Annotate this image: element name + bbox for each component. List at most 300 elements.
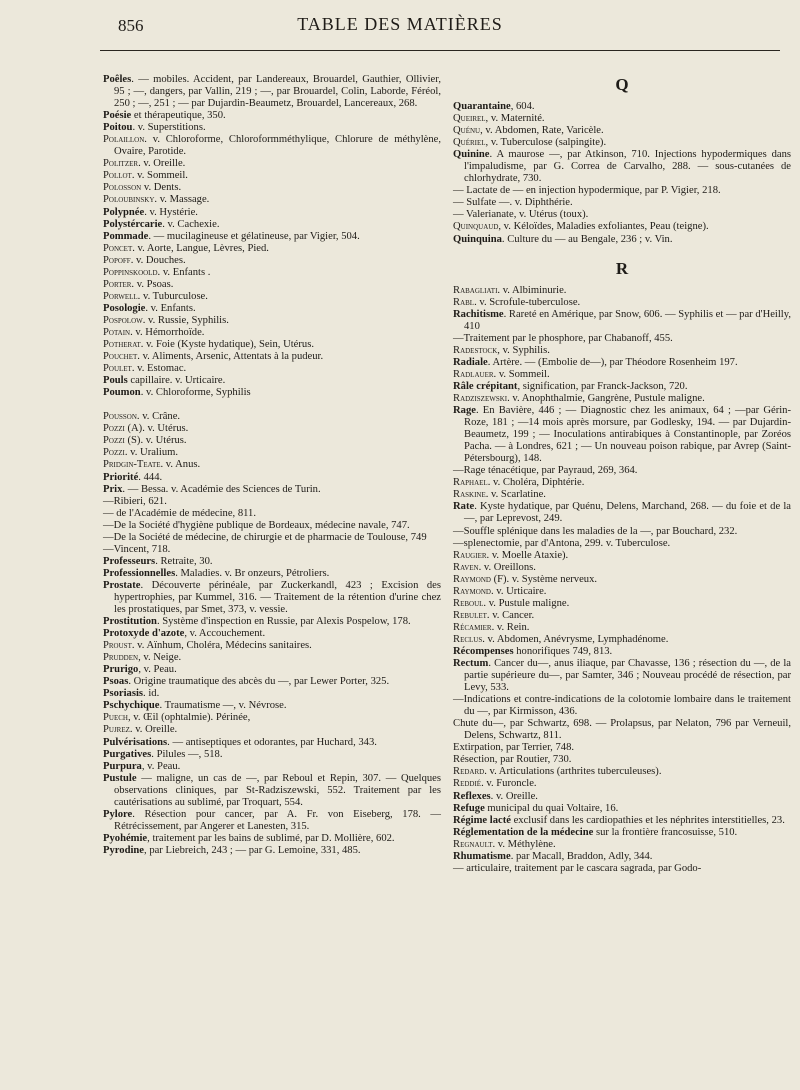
entry-text: . v. Estomac. — [131, 363, 187, 375]
entry-text: . v. Scarlatine. — [485, 489, 546, 501]
index-entry — [453, 357, 791, 369]
entry-text: exclusif dans les cardiopathies et les néphrites interstitielles, 23. — [510, 814, 785, 826]
index-entry — [453, 209, 791, 221]
entry-headword: Pozzi — [103, 435, 125, 447]
index-entry — [453, 610, 791, 622]
index-entry — [103, 724, 441, 736]
index-entry — [453, 803, 791, 815]
index-entry — [103, 845, 441, 857]
entry-text: —De la Société de médecine, de chirurgie et de pharmacie de Toulouse, 749 — [103, 531, 427, 543]
index-entry — [453, 658, 791, 694]
entry-headword: Prostitution — [103, 616, 157, 628]
entry-headword: Politzer — [103, 158, 139, 170]
entry-text: . v. Oreillons. — [478, 561, 536, 573]
entry-headword: Pyrodine — [103, 844, 145, 856]
entry-headword: Porter — [103, 278, 132, 290]
index-entry — [103, 303, 441, 315]
entry-text: . Origine traumatique des abcès du —, par Lewer Porter, 325. — [128, 676, 390, 688]
entry-text: . v. Chloroforme, Chloroformméthylique, Chlorure de méthylène, Ovaire, Parotide. — [114, 134, 441, 158]
entry-text: —Rage ténacétique, par Payraud, 269, 364. — [453, 465, 638, 477]
entry-text: —Indications et contre-indications de la colotomie lombaire dans le traitement du —, par Kirmisson, 436. — [453, 694, 791, 718]
entry-headword: Quinquaud — [453, 221, 499, 233]
index-entry — [103, 387, 441, 399]
entry-text: . Maladies. v. Br onzeurs, Pétroliers. — [175, 567, 330, 579]
entry-headword: Radiale — [453, 356, 488, 368]
index-entry — [453, 754, 791, 766]
entry-headword: Pridgin-Teate — [103, 459, 161, 471]
entry-headword: Radlauer — [453, 368, 494, 380]
entry-text: . Découverte périnéale, par Zuckerkandl, 423 ; Excision des hypertrophies, par Kummel, 316. — Traitement de la rétention d'urine chez les prostatiques, par Smet, 373, v. vessie. — [114, 579, 441, 616]
entry-headword: Purgatives — [103, 748, 152, 760]
left-column — [103, 74, 441, 857]
entry-text: . v. Choléra, Diphtérie. — [487, 477, 585, 489]
index-entry — [453, 345, 791, 357]
entry-text: . v. Tuburculose. — [137, 290, 208, 302]
index-entry — [103, 459, 441, 471]
entry-text: , v. Syphilis. — [497, 344, 550, 356]
entry-text: , v. Maternité. — [485, 113, 545, 125]
entry-text: , traitement par les bains de sublimé, par D. Mollière, 602. — [147, 832, 395, 844]
entry-headword: Proust — [103, 640, 132, 652]
entry-text: . — mobiles. Accident, par Landereaux, Brouardel, Gauthier, Ollivier, 95 ; —, dangers, par Vallin, 219 ; —, par Brouardel, Colin, Laborde, Féréol, 250 ; —, 251 ; — par Dujardin-Beaumetz, Brouardel, Lancereaux, 268. — [114, 74, 441, 110]
entry-text: . v. Scrofule-tuberculose. — [474, 296, 581, 308]
entry-text: —Vincent, 718. — [103, 543, 171, 555]
index-entry — [103, 231, 441, 243]
entry-text: — Valerianate, v. Utérus (toux). — [453, 209, 589, 221]
entry-text: . v. Aïnhum, Choléra, Médecins sanitaires. — [131, 640, 312, 652]
header-rule — [100, 50, 780, 51]
entry-text: . v. Uralium. — [124, 447, 178, 459]
entry-headword: Pousson — [103, 411, 137, 423]
index-entry — [103, 339, 441, 351]
index-entry — [103, 773, 441, 809]
index-entry — [453, 851, 791, 863]
index-entry — [103, 496, 441, 508]
entry-text: . v. Rein. — [491, 621, 530, 633]
entry-text: . — Bessa. v. Académie des Sciences de Turin. — [122, 483, 321, 495]
entry-text: . v. Cancer. — [486, 609, 535, 621]
index-entry — [453, 718, 791, 742]
entry-headword: Potain — [103, 326, 131, 338]
entry-headword: Puech — [103, 712, 128, 724]
entry-text: . En Bavière, 446 ; — Diagnostic chez les animaux, 64 ; —par Gérin-Roze, 181 ; —14 mois après morsure, par Godlesky, 194. — par Dujardin-Beaumetz, 199 ; — Inoculations antirabiques à Constantinople, par Zoréos Pacha. — à Londres, 621 ; — Un nouveau poison rabique, par Avrep (Saint-Pétersbourg), 148. — [464, 405, 791, 465]
index-entry — [103, 568, 441, 580]
entry-text: . v. Oreille. — [138, 158, 186, 170]
entry-text: capillaire. v. Urticaire. — [127, 375, 226, 387]
entry-text: . v. Oreille. — [490, 790, 538, 802]
index-entry — [453, 369, 791, 381]
entry-headword: Reddié — [453, 778, 482, 790]
entry-text: —Souffle splénique dans les maladies de la —, par Bouchard, 232. — [453, 525, 738, 537]
entry-headword: Polosson — [103, 182, 142, 194]
index-entry — [103, 484, 441, 496]
index-entry — [453, 622, 791, 634]
entry-text: , v. Kéloïdes, Maladies exfoliantes, Peau (teigne). — [498, 221, 709, 233]
entry-text: Extirpation, par Terrier, 748. — [453, 742, 575, 754]
index-entry — [103, 158, 441, 170]
index-entry — [453, 197, 791, 209]
index-entry — [453, 465, 791, 477]
index-entry — [103, 508, 441, 520]
index-entry — [103, 351, 441, 363]
entry-headword: Poppinskoold — [103, 266, 158, 278]
entry-headword: Pujrez — [103, 724, 130, 736]
index-entry — [103, 207, 441, 219]
index-entry — [453, 285, 791, 297]
entry-headword: Raskine — [453, 489, 486, 501]
entry-text: , v. Peau. — [141, 760, 181, 772]
index-entry — [103, 315, 441, 327]
index-entry — [453, 827, 791, 839]
entry-headword: Poumon — [103, 387, 141, 399]
column-spacer — [103, 399, 441, 411]
index-entry — [103, 761, 441, 773]
entry-headword: Posologie — [103, 302, 146, 314]
entry-text: — Lactate de — en injection hypodermique, par P. Vigier, 218. — [453, 185, 721, 197]
index-entry — [103, 544, 441, 556]
index-entry — [453, 149, 791, 185]
page-header — [0, 10, 800, 40]
section-letter: R — [615, 258, 629, 278]
entry-text: , v. Neige. — [138, 652, 182, 664]
index-entry — [453, 839, 791, 851]
index-entry — [453, 405, 791, 465]
index-entry — [103, 219, 441, 231]
entry-headword: Professionnelles — [103, 567, 176, 579]
entry-text: — de l'Académie de médecine, 811. — [103, 507, 257, 519]
index-entry — [453, 501, 791, 525]
index-entry — [103, 363, 441, 375]
index-entry — [453, 221, 791, 233]
entry-text: —Traitement par le phosphore, par Chabanoff, 455. — [453, 332, 673, 344]
index-entry — [103, 74, 441, 110]
index-entry — [103, 411, 441, 423]
entry-headword: Poésie — [103, 110, 132, 122]
entry-headword: Raphael — [453, 477, 488, 489]
entry-headword: Rectum — [453, 658, 489, 670]
entry-text: —De la Société d'hygiène publique de Bordeaux, médecine navale, 747. — [103, 519, 410, 531]
entry-headword: Pylore — [103, 808, 133, 820]
entry-text: . v. Chloroforme, Syphilis — [140, 387, 251, 399]
index-entry — [453, 766, 791, 778]
entry-text: v. Dents. — [141, 182, 182, 194]
entry-text: sur la frontière francosuisse, 510. — [593, 826, 738, 838]
entry-headword: Pozzi — [103, 423, 125, 435]
entry-text: . v. Albiminurie. — [497, 284, 567, 296]
entry-headword: Prudden — [103, 652, 139, 664]
entry-text: . v. Urticaire. — [490, 585, 547, 597]
entry-headword: Quériel — [453, 137, 486, 149]
entry-headword: Rate — [453, 501, 475, 513]
entry-headword: Rabagliati — [453, 284, 498, 296]
entry-headword: Quinine — [453, 149, 490, 161]
entry-text: . v. Hémorrhoïde. — [130, 326, 205, 338]
entry-text: (F). v. Système nerveux. — [490, 573, 598, 585]
entry-headword: Raymond — [453, 585, 491, 597]
index-entry — [453, 694, 791, 718]
entry-text: . 444. — [138, 471, 163, 483]
index-entry — [103, 700, 441, 712]
entry-text: . par Macall, Braddon, Adly, 344. — [510, 850, 653, 862]
index-entry — [103, 688, 441, 700]
entry-headword: Poloubinsky — [103, 194, 155, 206]
section-letter: Q — [615, 75, 629, 94]
index-entry — [103, 676, 441, 688]
entry-headword: Raven — [453, 561, 479, 573]
index-entry — [453, 791, 791, 803]
entry-text: . Cancer du—, anus iliaque, par Chavasse, 136 ; résection du —, de la partie supérieure du—, par Samter, 346 ; Nouveau procédé de résection, par Levy, 533. — [464, 658, 791, 694]
entry-headword: Pospolow — [103, 314, 143, 326]
index-entry — [103, 435, 441, 447]
entry-text: . v. Pustule maligne. — [483, 597, 570, 609]
column-spacer — [453, 246, 791, 258]
index-entry — [453, 393, 791, 405]
entry-text: . Traumatisme —, v. Névrose. — [159, 700, 287, 712]
index-entry — [453, 309, 791, 333]
entry-text: , signification, par Franck-Jackson, 720. — [517, 380, 688, 392]
entry-text: Résection, par Routier, 730. — [453, 754, 572, 766]
entry-headword: Regnault — [453, 838, 493, 850]
index-entry — [453, 137, 791, 149]
entry-text: , par Liebreich, 243 ; — par G. Lemoine, 331, 485. — [144, 844, 361, 856]
index-entry — [103, 652, 441, 664]
entry-headword: Réglementation de la médecine — [453, 826, 594, 838]
entry-headword: Polypnée — [103, 206, 145, 218]
entry-headword: Pyohémie — [103, 832, 148, 844]
entry-headword: Polaillon — [103, 134, 145, 146]
index-entry — [453, 778, 791, 790]
entry-text: . v. Psoas. — [131, 278, 174, 290]
entry-text: . Artère. — (Embolie de—), par Théodore Rosenheim 197. — [487, 356, 738, 368]
index-entry — [453, 101, 791, 113]
entry-text: . v. Enfants. — [145, 302, 196, 314]
entry-text: Chute du—, par Schwartz, 698. — Prolapsus, par Nelaton, 796 par Verneuil, Delens, Schwartz, 811. — [453, 718, 791, 742]
entry-text: . v. Enfants . — [157, 266, 211, 278]
entry-headword: Pozzi — [103, 447, 125, 459]
entry-headword: Potherat — [103, 339, 141, 351]
entry-text: . — antiseptiques et odorantes, par Huchard, 343. — [167, 736, 377, 748]
index-entry — [103, 737, 441, 749]
index-entry — [103, 291, 441, 303]
entry-text: . v. Superstitions. — [132, 122, 206, 134]
entry-text: , v. Tuberculose (salpingite). — [485, 137, 607, 149]
entry-text: . Retraite, 30. — [155, 555, 213, 567]
index-entry — [103, 749, 441, 761]
index-entry — [103, 447, 441, 459]
entry-text: . v. Oreille. — [129, 724, 178, 736]
index-entry — [453, 185, 791, 197]
entry-headword: Régime lacté — [453, 814, 511, 826]
index-entry — [103, 110, 441, 122]
entry-headword: Purpura — [103, 760, 142, 772]
entry-headword: Pouchet — [103, 351, 138, 363]
index-entry — [103, 327, 441, 339]
entry-text: . Rareté en Amérique, par Snow, 606. — Syphilis et — par d'Heilly, 410 — [464, 308, 792, 332]
entry-text: (A). v. Utérus. — [124, 423, 189, 435]
entry-headword: Psoriasis — [103, 688, 144, 700]
index-entry — [453, 234, 791, 246]
index-entry — [103, 255, 441, 267]
index-entry — [453, 863, 791, 875]
entry-headword: Reclus — [453, 633, 483, 645]
entry-text: , 604. — [510, 101, 535, 112]
index-entry — [103, 664, 441, 676]
entry-headword: Reboul — [453, 597, 484, 609]
index-entry — [453, 538, 791, 550]
entry-text: . Pilules —, 518. — [151, 748, 223, 760]
entry-headword: Priorité — [103, 471, 139, 483]
entry-text: , v. Peau. — [138, 664, 177, 676]
index-entry — [103, 580, 441, 616]
right-column — [453, 74, 791, 875]
index-entry — [103, 532, 441, 544]
entry-headword: Professeurs — [103, 555, 156, 567]
entry-headword: Poitou — [103, 122, 133, 134]
entry-headword: Rabl — [453, 296, 475, 308]
entry-text: municipal du quai Voltaire, 16. — [484, 802, 619, 814]
index-entry — [103, 616, 441, 628]
index-entry — [103, 809, 441, 833]
entry-text: . v. Méthylène. — [492, 838, 556, 850]
index-entry — [453, 333, 791, 345]
index-entry — [103, 194, 441, 206]
entry-headword: Prix — [103, 483, 123, 495]
entry-text: . v. Sommeil. — [493, 368, 550, 380]
entry-text: . v. Massage. — [154, 194, 210, 206]
entry-text: honorifiques 749, 813. — [513, 645, 613, 657]
entry-headword: Quénu — [453, 125, 481, 137]
index-entry — [453, 113, 791, 125]
entry-text: . v. Cachexie. — [162, 218, 220, 230]
entry-headword: Porwell — [103, 290, 138, 302]
entry-headword: Polystércarie — [103, 218, 163, 230]
entry-headword: Quinquina — [453, 233, 502, 245]
index-entry — [453, 477, 791, 489]
entry-text: — Sulfate —. v. Diphthérie. — [453, 197, 573, 209]
entry-text: . v. Aliments, Arsenic, Attentats à la pudeur. — [137, 351, 324, 363]
index-entry — [103, 472, 441, 484]
entry-text: . v. Sommeil. — [131, 170, 188, 182]
index-entry — [103, 375, 441, 387]
index-entry — [453, 598, 791, 610]
entry-headword: Radestock — [453, 344, 498, 356]
entry-headword: Raymond — [453, 573, 491, 585]
entry-text: . v. Russie, Syphilis. — [142, 314, 229, 326]
entry-text: . v. Aorte, Langue, Lèvres, Pied. — [132, 242, 269, 254]
entry-text: . v. Anophthalmie, Gangrène, Pustule maligne. — [507, 392, 705, 404]
index-entry — [103, 520, 441, 532]
entry-headword: Pommade — [103, 230, 149, 242]
entry-text: . v. Douches. — [130, 254, 186, 266]
index-entry — [103, 267, 441, 279]
entry-text: , v. Abdomen, Rate, Varicèle. — [480, 125, 604, 137]
entry-headword: Pollot — [103, 170, 132, 182]
entry-headword: Quarantaine — [453, 101, 511, 112]
index-entry — [453, 297, 791, 309]
entry-text: . v. Furoncle. — [481, 778, 537, 790]
entry-text: et thérapeutique, 350. — [131, 110, 226, 122]
index-entry — [453, 562, 791, 574]
entry-headword: Récamier — [453, 621, 492, 633]
entry-text: . Culture du — au Bengale, 236 ; v. Vin. — [501, 233, 673, 245]
entry-text: . Résection pour cancer, par A. Fr. von Eiseberg, 178. — Rétrécissement, par Angerer et Lanesten, 315. — [114, 808, 441, 832]
index-entry — [103, 182, 441, 194]
entry-headword: Protoxyde d'azote — [103, 628, 185, 640]
entry-text: . id. — [143, 688, 160, 700]
entry-text: . v. Hystérie. — [144, 206, 198, 218]
entry-headword: Redard — [453, 766, 485, 778]
index-entry — [103, 170, 441, 182]
entry-text: — articulaire, traitement par le cascara sagrada, par Godo- — [453, 862, 702, 874]
entry-headword: Refuge — [453, 802, 485, 814]
entry-headword: Psoas — [103, 676, 129, 688]
entry-headword: Raugier — [453, 549, 487, 561]
index-entry — [453, 574, 791, 586]
entry-text: . v. Crâne. — [136, 411, 181, 423]
index-entry — [453, 815, 791, 827]
index-entry — [103, 833, 441, 845]
page-number: 856 — [118, 16, 144, 35]
index-entry — [453, 125, 791, 137]
entry-text: (S). v. Utérus. — [124, 435, 187, 447]
entry-headword: Rage — [453, 405, 476, 417]
index-entry — [453, 381, 791, 393]
index-entry — [453, 489, 791, 501]
entry-text: . v. Anus. — [160, 459, 201, 471]
entry-text: . v. Abdomen, Anévrysme, Lymphadénome. — [482, 633, 669, 645]
index-entry — [103, 279, 441, 291]
entry-text: . v. Foie (Kyste hydatique), Sein, Utérus. — [140, 339, 314, 351]
index-entry — [453, 586, 791, 598]
running-title: TABLE DES MATIÈRES — [297, 14, 503, 34]
entry-text: . v. Moelle Ataxie). — [486, 549, 569, 561]
entry-text: , v. Œil (ophtalmie). Périnée, — [127, 712, 251, 724]
entry-text: , v. Accouchement. — [184, 628, 266, 640]
entry-headword: Reflexes — [453, 790, 491, 802]
index-entry — [103, 134, 441, 158]
entry-headword: Prurigo — [103, 664, 139, 676]
entry-headword: Rachitisme — [453, 308, 504, 320]
index-entry — [103, 243, 441, 255]
index-entry — [103, 122, 441, 134]
entry-headword: Poulet — [103, 363, 132, 375]
entry-headword: Radziszewski — [453, 392, 508, 404]
entry-text: —splenectomie, par d'Antona, 299. v. Tuberculose. — [453, 537, 671, 549]
index-entry — [453, 634, 791, 646]
entry-headword: Pustule — [103, 772, 137, 784]
entry-headword: Râle crépitant — [453, 380, 518, 392]
index-entry — [453, 526, 791, 538]
entry-headword: Poêles — [103, 74, 132, 85]
entry-text: . Système d'inspection en Russie, par Alexis Pospelow, 178. — [156, 616, 411, 628]
entry-headword: Pschychique — [103, 700, 160, 712]
index-entry — [453, 550, 791, 562]
entry-text: . v. Articulations (arthrites tuberculeuses). — [484, 766, 662, 778]
index-entry — [453, 646, 791, 658]
entry-text: . Kyste hydatique, par Quénu, Delens, Marchand, 268. — du foie et de la —, par Leprevost, 249. — [464, 501, 791, 525]
entry-headword: Pulvérisations — [103, 736, 168, 748]
entry-headword: Poncet — [103, 242, 133, 254]
entry-headword: Rebulet — [453, 609, 487, 621]
entry-headword: Queirel — [453, 113, 486, 125]
entry-headword: Pouls — [103, 375, 128, 387]
index-entry — [103, 628, 441, 640]
entry-headword: Popoff — [103, 254, 131, 266]
index-entry — [103, 712, 441, 724]
index-entry — [103, 423, 441, 435]
index-entry — [453, 742, 791, 754]
index-entry — [103, 640, 441, 652]
